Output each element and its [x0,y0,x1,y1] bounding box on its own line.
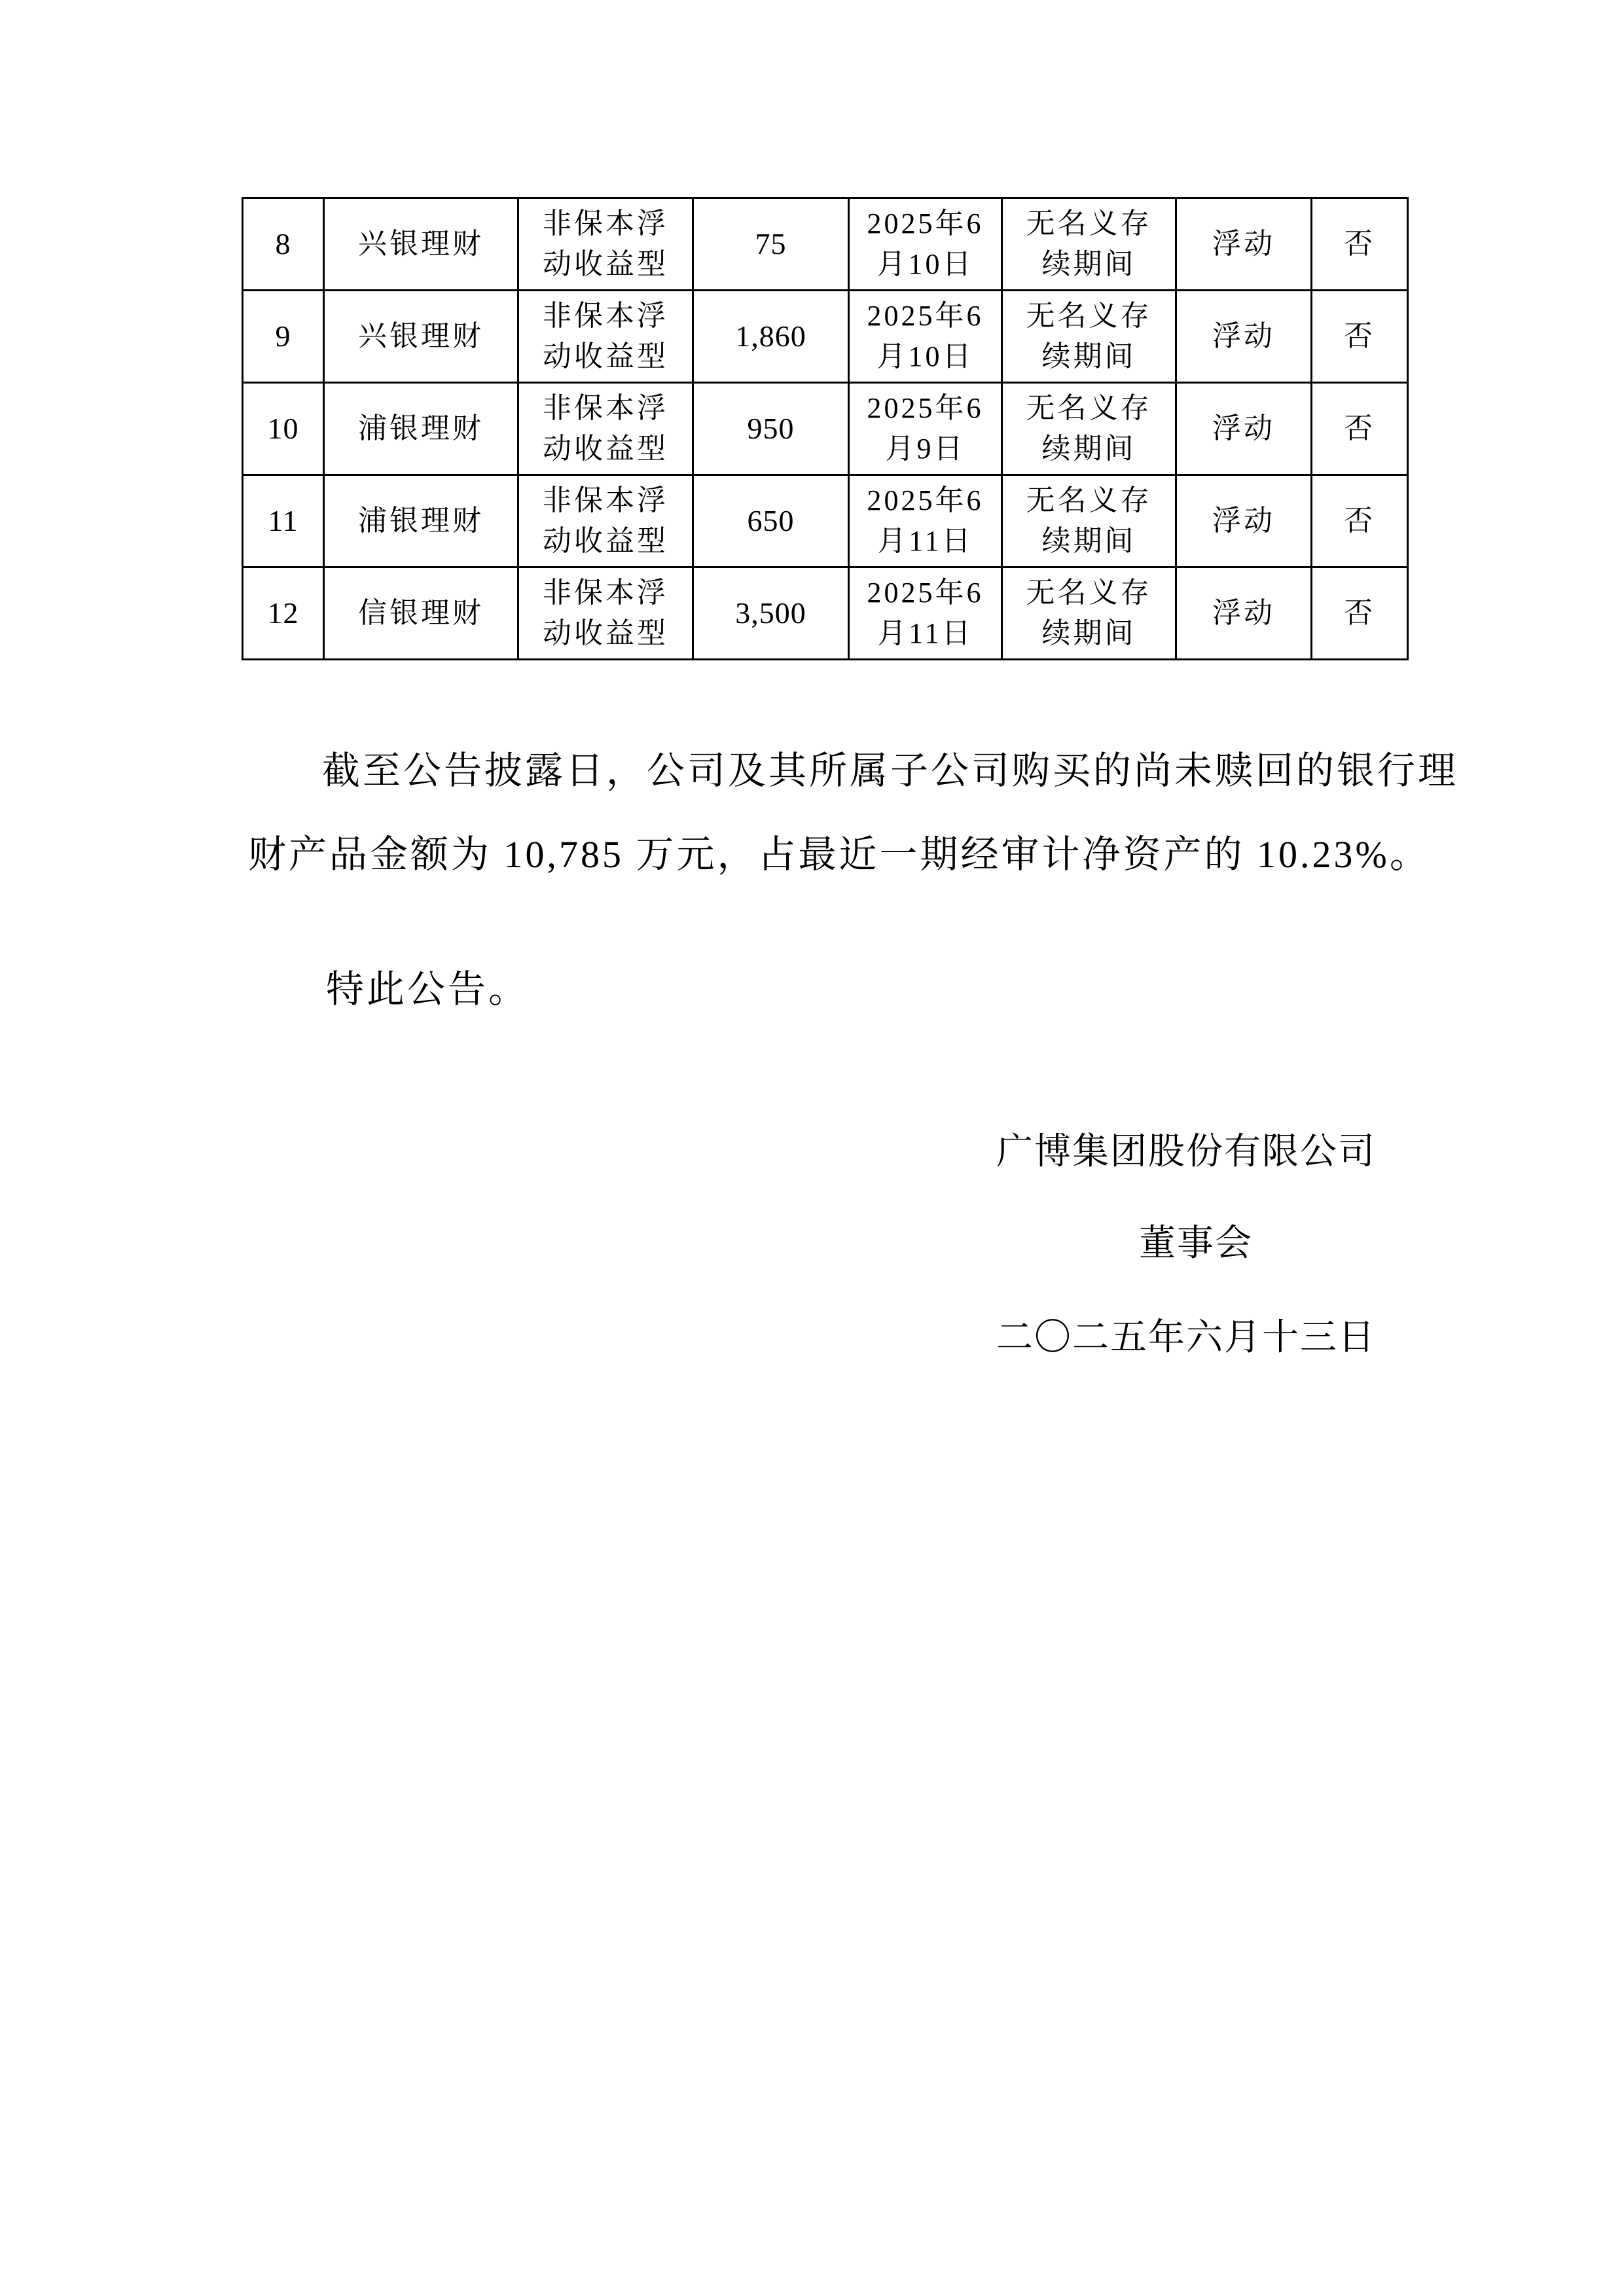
amount-cell: 950 [693,383,849,475]
term-cell [1002,475,1176,567]
start-date-line: 2025年6 [867,300,984,332]
term-line: 续期间 [1041,248,1136,280]
start-date-line: 2025年6 [867,577,984,609]
product-type-cell [518,383,693,475]
start-date-cell [849,475,1002,567]
row-number: 11 [243,475,324,567]
table-row [243,291,1408,383]
issuer-cell: 信银理财 [324,567,518,660]
issuer-cell: 浦银理财 [324,383,518,475]
issuer-cell: 浦银理财 [324,475,518,567]
start-date-line: 月10日 [876,340,974,372]
signature-date: 二〇二五年六月十三日 [996,1318,1376,1358]
product-type-cell [518,475,693,567]
product-type-line: 非保本浮 [543,577,668,609]
table-row [243,475,1408,567]
start-date-cell [849,198,1002,291]
term-line: 无名义存 [1026,484,1152,516]
product-type-line: 动收益型 [543,433,668,465]
row-number: 12 [243,567,324,660]
term-line: 续期间 [1041,525,1136,557]
wealth-product-table [242,197,1409,660]
start-date-line: 月10日 [876,248,974,280]
issuer-cell: 兴银理财 [324,198,518,291]
signature-company: 广博集团股份有限公司 [996,1132,1376,1172]
related-party-cell: 否 [1312,291,1408,383]
table-row [243,383,1408,475]
product-type-cell [518,291,693,383]
product-type-cell [518,198,693,291]
issuer-cell: 兴银理财 [324,291,518,383]
term-cell [1002,567,1176,660]
row-number: 9 [243,291,324,383]
start-date-line: 月11日 [877,525,973,557]
term-line: 无名义存 [1026,392,1152,424]
term-line: 续期间 [1041,617,1136,649]
related-party-cell: 否 [1312,198,1408,291]
product-type-line: 动收益型 [543,617,668,649]
signature-board: 董事会 [1139,1223,1253,1264]
start-date-line: 2025年6 [867,484,984,516]
term-line: 续期间 [1041,340,1136,372]
yield-type-cell: 浮动 [1176,567,1312,660]
product-type-line: 非保本浮 [543,484,668,516]
row-number: 8 [243,198,324,291]
yield-type-cell: 浮动 [1176,383,1312,475]
start-date-cell [849,291,1002,383]
product-type-line: 动收益型 [543,525,668,557]
term-line: 无名义存 [1026,577,1152,609]
start-date-line: 月9日 [885,433,965,465]
related-party-cell: 否 [1312,475,1408,567]
term-cell [1002,198,1176,291]
product-type-line: 动收益型 [543,340,668,372]
yield-type-cell: 浮动 [1176,198,1312,291]
table-row [243,567,1408,660]
start-date-line: 2025年6 [867,392,984,424]
product-type-line: 非保本浮 [543,300,668,332]
related-party-cell: 否 [1312,383,1408,475]
closing-statement: 特此公告。 [326,968,530,1011]
yield-type-cell: 浮动 [1176,475,1312,567]
product-type-cell [518,567,693,660]
start-date-cell [849,383,1002,475]
term-cell [1002,383,1176,475]
term-line: 续期间 [1041,433,1136,465]
summary-paragraph-line-1: 截至公告披露日，公司及其所属子公司购买的尚未赎回的银行理 [322,749,1459,792]
term-line: 无名义存 [1026,207,1152,240]
amount-cell: 3,500 [693,567,849,660]
row-number: 10 [243,383,324,475]
term-cell [1002,291,1176,383]
product-type-line: 非保本浮 [543,392,668,424]
related-party-cell: 否 [1312,567,1408,660]
summary-paragraph-line-2: 财产品金额为 10,785 万元，占最近一期经审计净资产的 10.23%。 [248,833,1430,876]
term-line: 无名义存 [1026,300,1152,332]
start-date-line: 2025年6 [867,207,984,240]
start-date-cell [849,567,1002,660]
amount-cell: 75 [693,198,849,291]
amount-cell: 1,860 [693,291,849,383]
product-type-line: 非保本浮 [543,207,668,240]
amount-cell: 650 [693,475,849,567]
product-type-line: 动收益型 [543,248,668,280]
yield-type-cell: 浮动 [1176,291,1312,383]
table-row [243,198,1408,291]
start-date-line: 月11日 [877,617,973,649]
